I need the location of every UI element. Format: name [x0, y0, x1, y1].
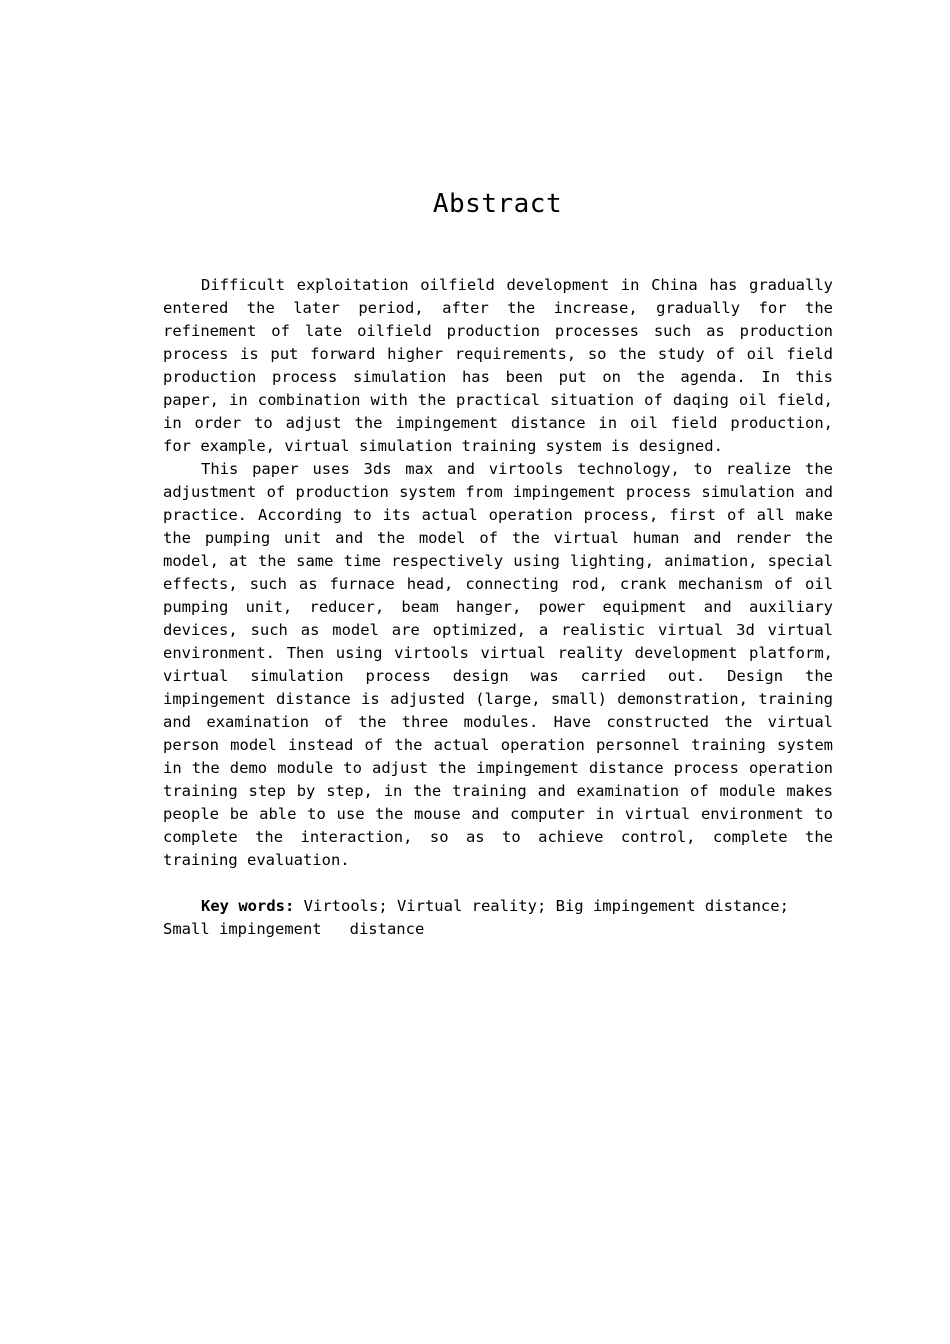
abstract-paragraph-1: Difficult exploitation oilfield development in China has gradually entered the later period, after the increase, gradually for the refinement of late oilfield production processes such as production process is put forward higher requirements, so the study of oil field production process simulation has been put on the agenda. In this paper, in combination with the practical situation of daqing oil field, in order to adjust the impingement distance in oil field production, for example, virtual simulation training system is designed.: [163, 276, 833, 455]
page-title: Abstract: [432, 189, 563, 219]
keywords-label: Key words:: [201, 897, 295, 915]
keywords-text: Virtools; Virtual reality; Big impingement distance; Small impingement distance: [163, 897, 799, 938]
keywords-line: [163, 895, 833, 941]
abstract-body: [163, 274, 833, 941]
abstract-paragraph-2: This paper uses 3ds max and virtools technology, to realize the adjustment of production system from impingement process simulation and practice. According to its actual operation process, first of all make the pumping unit and the model of the virtual human and render the model, at the same time respectively using lighting, animation, special effects, such as furnace head, connecting rod, crank mechanism of oil pumping unit, reducer, beam hanger, power equipment and auxiliary devices, such as model are optimized, a realistic virtual 3d virtual environment. Then using virtools virtual reality development platform, virtual simulation process design was carried out. Design the impingement distance is adjusted (large, small) demonstration, training and examination of the three modules. Have constructed the virtual person model instead of the actual operation personnel training system in the demo module to adjust the impingement distance process operation training step by step, in the training and examination of module makes people be able to use the mouse and computer in virtual environment to complete the interaction, so as to achieve control, complete the training evaluation.: [163, 460, 833, 869]
